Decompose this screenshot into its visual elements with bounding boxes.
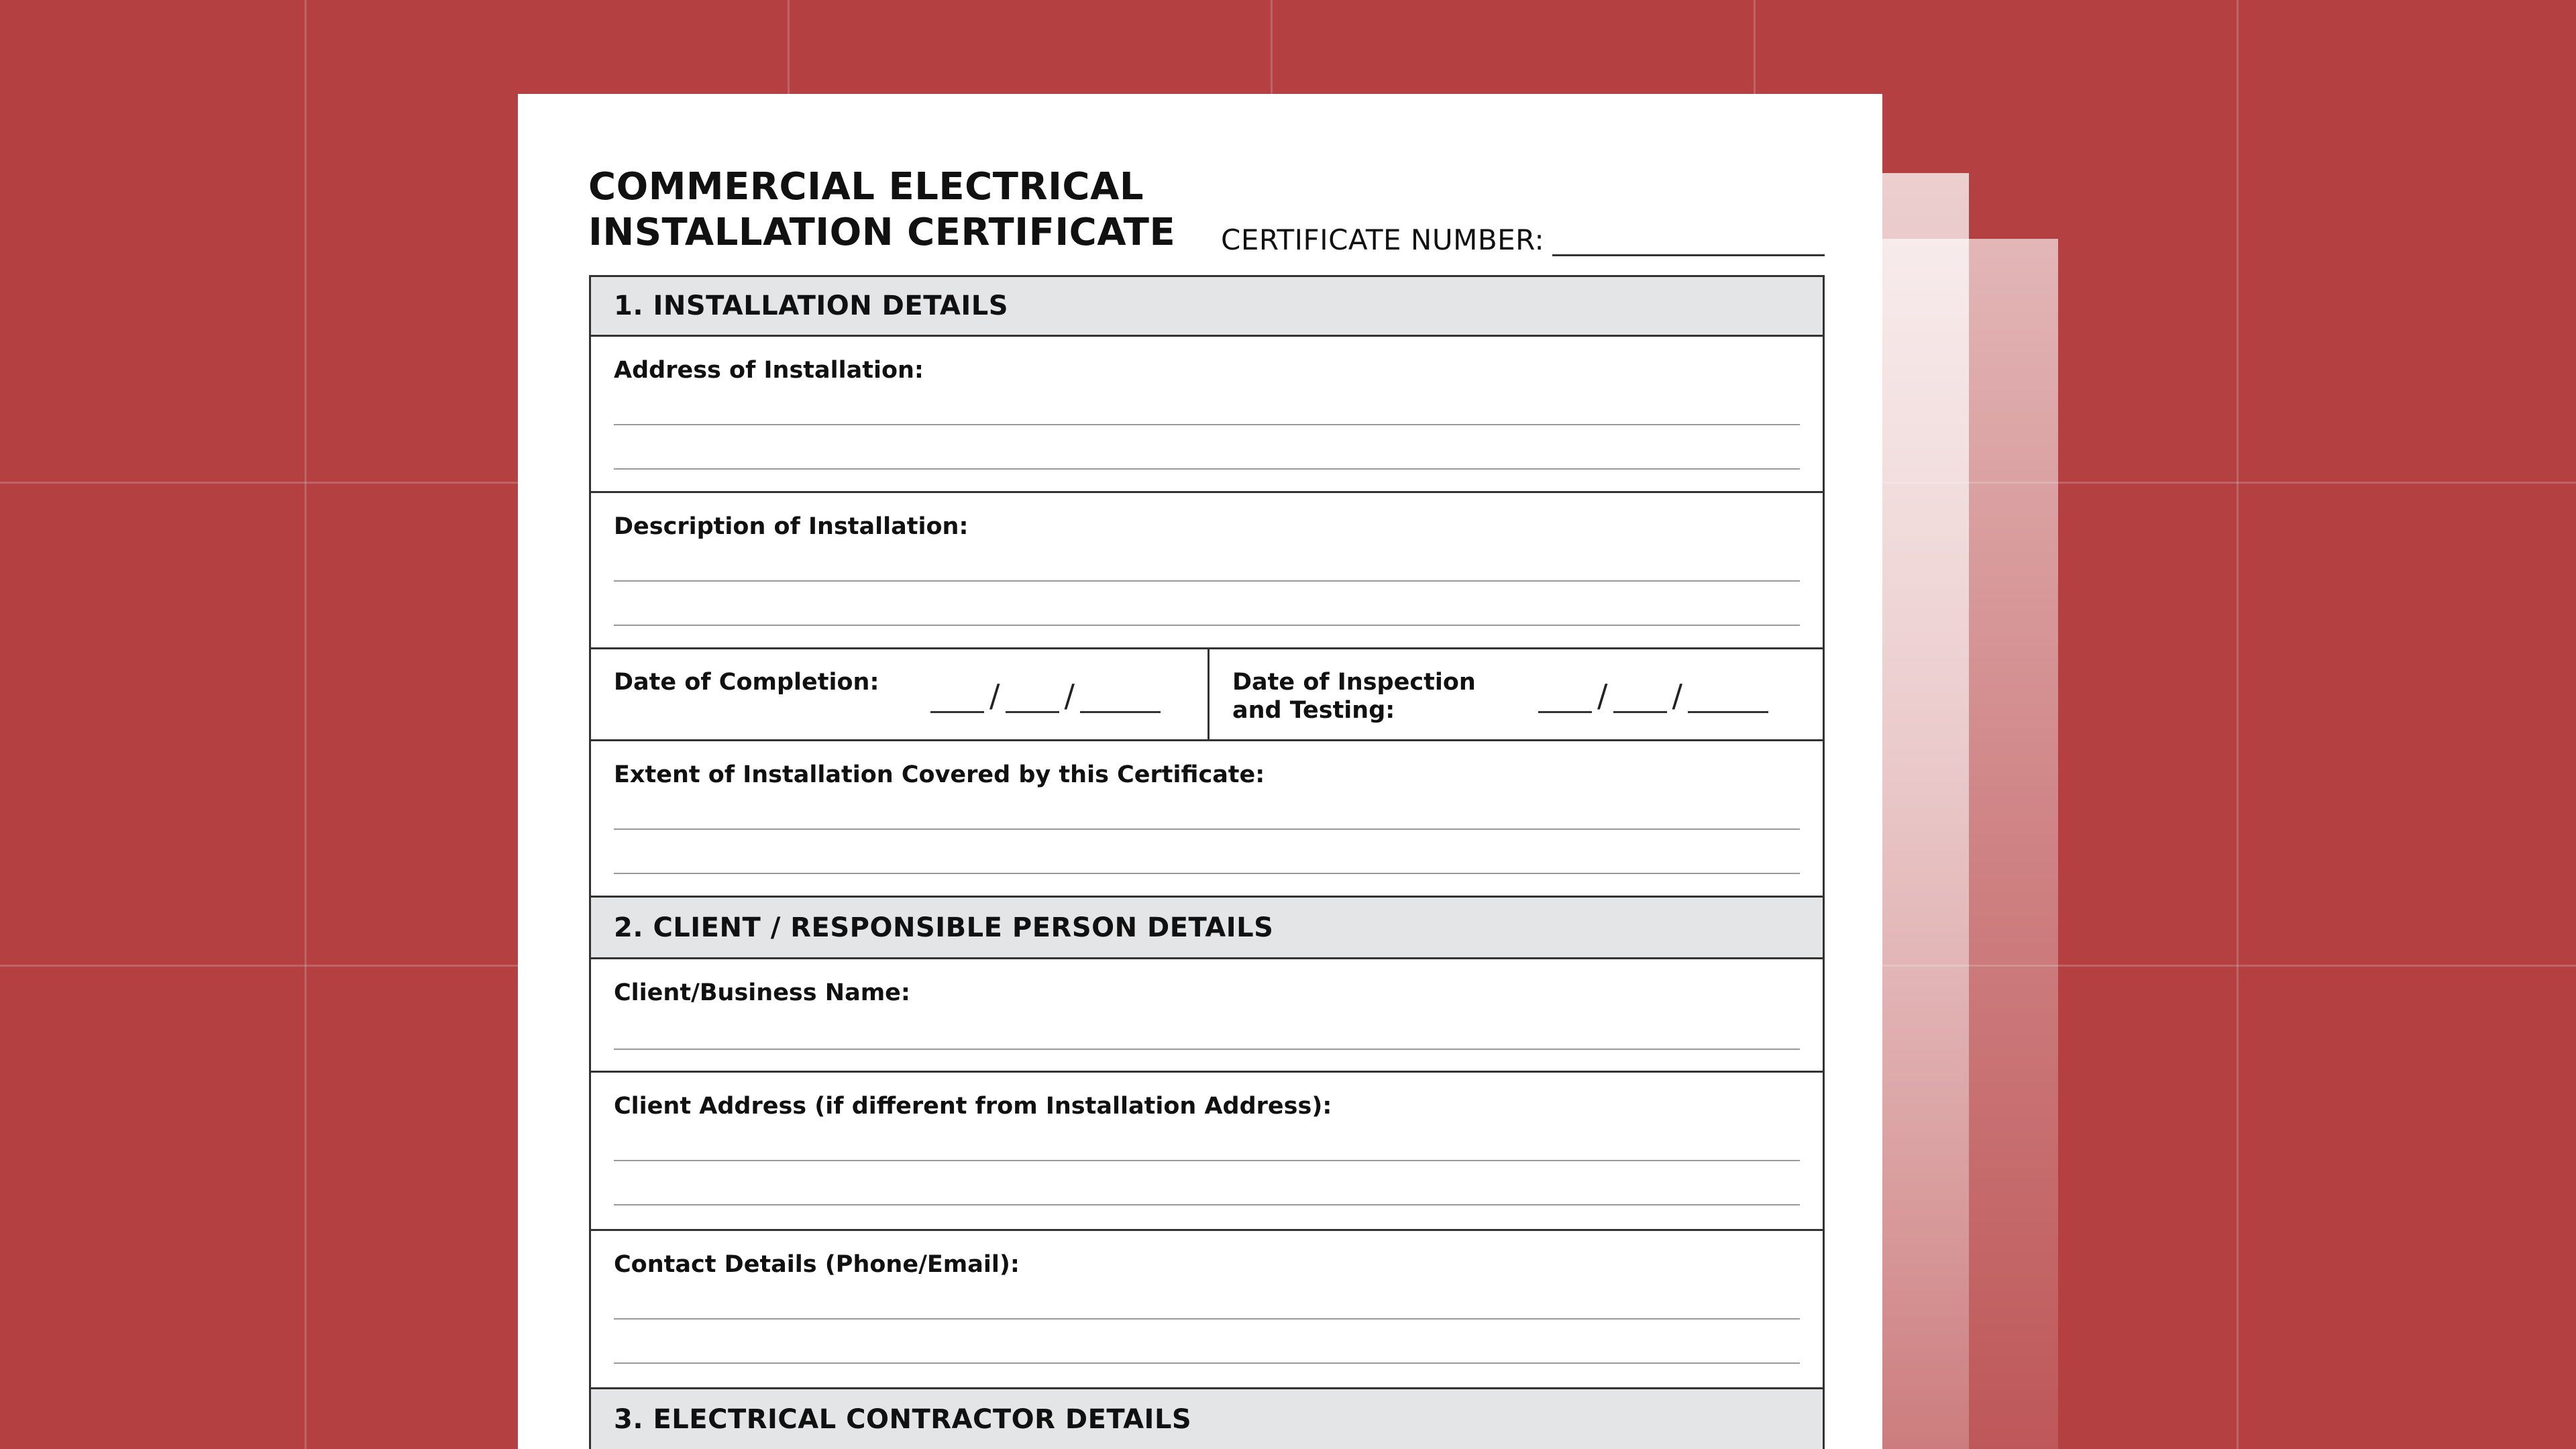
document-title: [588, 164, 1192, 256]
field-label: Address of Installation:: [614, 357, 924, 384]
section-heading-client: 2. CLIENT / RESPONSIBLE PERSON DETAILS: [591, 898, 1823, 959]
month-slot[interactable]: [1613, 676, 1667, 713]
date-entry: [930, 676, 1161, 713]
date-separator: /: [1064, 678, 1075, 714]
contact-details-field: [591, 1231, 1823, 1389]
certificate-page: [518, 94, 1882, 1449]
write-in-line[interactable]: [614, 424, 1800, 425]
write-in-line[interactable]: [614, 580, 1800, 582]
field-label: [1232, 668, 1476, 724]
document-title-line: INSTALLATION CERTIFICATE: [588, 211, 1176, 254]
write-in-line[interactable]: [614, 1362, 1800, 1364]
document-title-line: COMMERCIAL ELECTRICAL: [588, 165, 1144, 209]
date-separator: /: [989, 678, 1000, 714]
field-label-line: and Testing:: [1232, 697, 1395, 724]
dates-row: [591, 649, 1823, 741]
month-slot[interactable]: [1006, 676, 1059, 713]
extent-of-installation-field: [591, 741, 1823, 898]
client-business-name-field: [591, 959, 1823, 1073]
date-entry: [1538, 676, 1768, 713]
field-label-line: Date of Inspection: [1232, 669, 1476, 696]
write-in-line[interactable]: [614, 1049, 1800, 1050]
address-of-installation-field: [591, 337, 1823, 493]
year-slot[interactable]: [1080, 676, 1161, 713]
section-heading-contractor: 3. ELECTRICAL CONTRACTOR DETAILS: [591, 1389, 1823, 1449]
certificate-number-field: [1221, 216, 1825, 256]
write-in-line[interactable]: [614, 1318, 1800, 1320]
write-in-line[interactable]: [614, 828, 1800, 830]
field-label: Extent of Installation Covered by this Certificate:: [614, 761, 1265, 788]
field-label: Client Address (if different from Installation Address):: [614, 1093, 1332, 1120]
day-slot[interactable]: [930, 676, 984, 713]
background-gridline: [305, 0, 307, 1449]
date-of-inspection-field: [1210, 649, 1823, 739]
field-label: Client/Business Name:: [614, 979, 910, 1006]
certificate-number-input-line[interactable]: [1552, 225, 1825, 256]
field-label: Date of Completion:: [614, 669, 879, 696]
section-heading-installation: 1. INSTALLATION DETAILS: [591, 275, 1823, 337]
write-in-line[interactable]: [614, 1204, 1800, 1205]
field-label: Contact Details (Phone/Email):: [614, 1251, 1020, 1278]
client-address-field: [591, 1073, 1823, 1231]
year-slot[interactable]: [1688, 676, 1768, 713]
certificate-form: [589, 275, 1825, 1449]
write-in-line[interactable]: [614, 1160, 1800, 1161]
day-slot[interactable]: [1538, 676, 1592, 713]
write-in-line[interactable]: [614, 625, 1800, 626]
field-label: Description of Installation:: [614, 513, 969, 540]
write-in-line[interactable]: [614, 468, 1800, 470]
background-gridline: [2237, 0, 2239, 1449]
description-of-installation-field: [591, 493, 1823, 649]
write-in-line[interactable]: [614, 873, 1800, 874]
date-of-completion-field: [591, 649, 1210, 739]
date-separator: /: [1672, 678, 1682, 714]
date-separator: /: [1597, 678, 1608, 714]
certificate-number-label: CERTIFICATE NUMBER:: [1221, 223, 1545, 256]
